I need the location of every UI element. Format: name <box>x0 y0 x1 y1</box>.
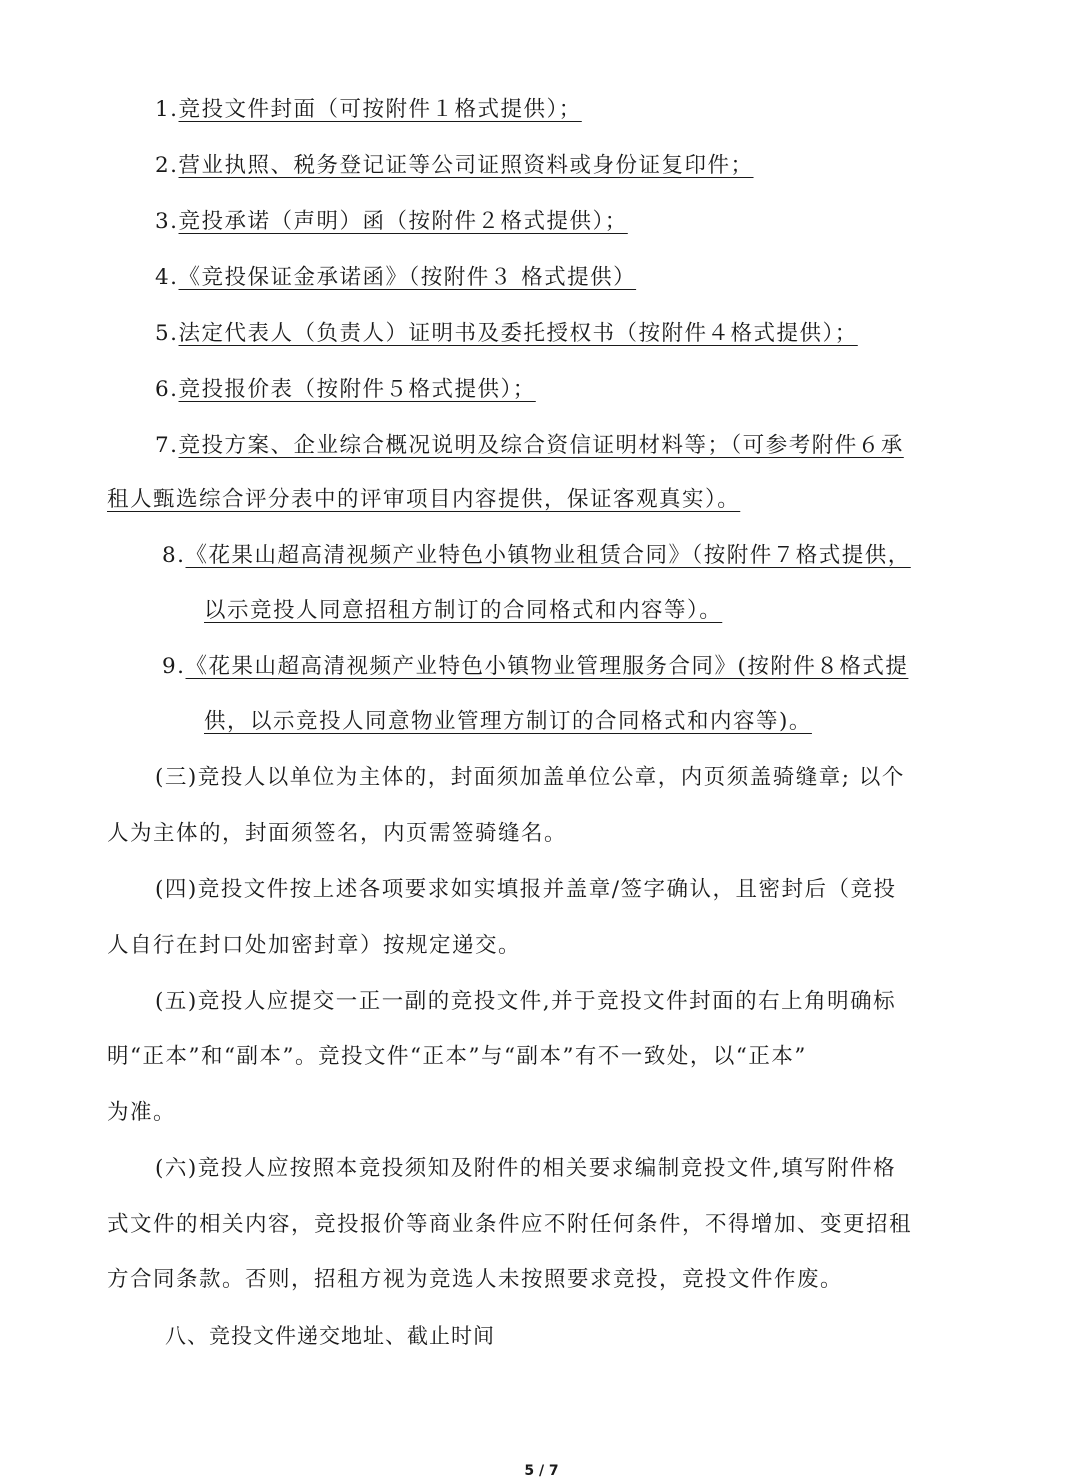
list-item-8-continuation <box>204 597 722 625</box>
list-item-7 <box>155 432 904 460</box>
paragraph-3-line-1: (三)竞投人以单位为主体的，封面须加盖单位公章，内页须盖骑缝章; 以个 <box>155 765 905 790</box>
paragraph-3-line-2: 人为主体的，封面须签名，内页需签骑缝名。 <box>107 821 568 846</box>
item-text: 《花果山超高清视频产业特色小镇物业租赁合同》（按附件７格式提供， <box>185 543 911 568</box>
paragraph-5-line-2: 明“正本”和“副本”。竞投文件“正本”与“副本”有不一致处，以“正本” <box>107 1044 807 1069</box>
section-heading: 八、竞投文件递交地址、截止时间 <box>165 1324 495 1348</box>
paragraph-5-line-1: (五)竞投人应提交一正一副的竞投文件,并于竞投文件封面的右上角明确标 <box>155 989 897 1014</box>
item-number: 9. <box>162 654 186 679</box>
item-number: 6. <box>155 377 179 402</box>
item-text: 竞投承诺（声明）函（按附件２格式提供）； <box>178 209 628 234</box>
item-text: 租人甄选综合评分表中的评审项目内容提供，保证客观真实）。 <box>107 487 741 512</box>
paragraph-4-line-2: 人自行在封口处加密封章）按规定递交。 <box>107 933 522 958</box>
list-item-9 <box>162 653 908 681</box>
item-text: 法定代表人（负责人）证明书及委托授权书（按附件４格式提供）； <box>178 321 858 346</box>
item-number: 8. <box>162 543 186 568</box>
list-item-9-continuation <box>204 708 812 736</box>
item-number: 7. <box>155 433 179 458</box>
item-text: 竞投文件封面（可按附件１格式提供）； <box>178 97 582 122</box>
item-number: 3. <box>155 209 179 234</box>
paragraph-5-line-3: 为准。 <box>107 1100 177 1125</box>
item-text: 竞投报价表（按附件５格式提供）； <box>178 377 536 402</box>
item-text: 《花果山超高清视频产业特色小镇物业管理服务合同》(按附件８格式提 <box>185 654 909 679</box>
paragraph-4-line-1: (四)竞投文件按上述各项要求如实填报并盖章/签字确认，且密封后（竞投 <box>155 877 897 902</box>
item-number: 2. <box>155 153 179 178</box>
paragraph-6-line-2: 式文件的相关内容，竞投报价等商业条件应不附任何条件，不得增加、变更招租 <box>107 1212 913 1237</box>
list-item-5 <box>155 320 858 348</box>
item-text: 营业执照、税务登记证等公司证照资料或身份证复印件； <box>178 153 754 178</box>
item-number: 4. <box>155 265 179 290</box>
list-item-6 <box>155 376 536 404</box>
page-number: 5 / 7 <box>524 1463 559 1479</box>
item-text: 供，以示竞投人同意物业管理方制订的合同格式和内容等)。 <box>204 709 812 734</box>
list-item-4 <box>155 264 636 292</box>
item-number: 1. <box>155 97 179 122</box>
list-item-3 <box>155 208 628 236</box>
item-text: 以示竞投人同意招租方制订的合同格式和内容等）。 <box>204 598 723 623</box>
item-text: 竞投方案、企业综合概况说明及综合资信证明材料等；（可参考附件６承 <box>178 433 904 458</box>
list-item-1 <box>155 96 582 124</box>
list-item-7-continuation <box>107 486 740 514</box>
list-item-8 <box>162 542 911 570</box>
list-item-2 <box>155 152 754 180</box>
item-text: 《竞投保证金承诺函》（按附件３ 格式提供） <box>178 265 637 290</box>
item-number: 5. <box>155 321 179 346</box>
paragraph-6-line-1: (六)竞投人应按照本竞投须知及附件的相关要求编制竞投文件,填写附件格 <box>155 1156 897 1181</box>
paragraph-6-line-3: 方合同条款。否则，招租方视为竞选人未按照要求竞投，竞投文件作废。 <box>107 1267 844 1292</box>
